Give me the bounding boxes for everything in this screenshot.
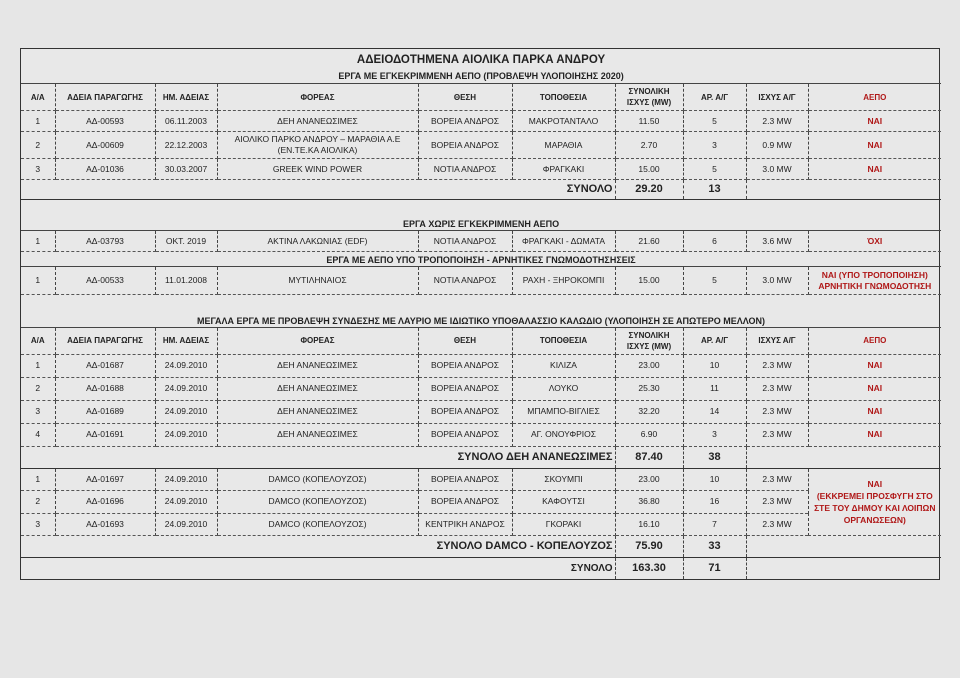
cell-aa: 3 — [21, 159, 55, 180]
cell-location: ΜΠΑΜΠΟ-ΒΙΓΛΙΕΣ — [512, 400, 615, 423]
grand-total-row — [21, 557, 941, 579]
header-position: ΘΕΣΗ — [418, 327, 512, 354]
wind-parks-table-sheet — [20, 48, 940, 580]
header-location: ΤΟΠΟΘΕΣΙΑ — [512, 84, 615, 111]
aepo-line1: ΝΑΙ (ΥΠΟ ΤΡΟΠΟΠΟΙΗΣΗ) — [821, 269, 928, 280]
cell-aa: 3 — [21, 513, 55, 535]
cell-total-mw: 25.30 — [615, 377, 683, 400]
cell-location: ΚΑΦΟΥΤΣΙ — [512, 490, 615, 513]
cell-location: ΚΙΛΙΖΑ — [512, 354, 615, 377]
cell-date: 24.09.2010 — [155, 490, 217, 513]
header-location: ΤΟΠΟΘΕΣΙΑ — [512, 327, 615, 354]
header-aa: Α/Α — [21, 84, 55, 111]
cell-position: ΒΟΡΕΙΑ ΑΝΔΡΟΣ — [418, 423, 512, 446]
cell-license: ΑΔ-01688 — [55, 377, 155, 400]
section2-title: ΕΡΓΑ ΧΩΡΙΣ ΕΓΚΕΚΡΙΜΜΕΝΗ ΑΕΠΟ — [21, 214, 941, 231]
cell-operator: ΑΚΤΙΝΑ ΛΑΚΩΝΙΑΣ (EDF) — [217, 231, 418, 252]
cell-aepo: ΝΑΙ — [808, 400, 941, 423]
spacer — [21, 200, 941, 214]
section3-title: ΕΡΓΑ ΜΕ ΑΕΠΟ ΥΠΟ ΤΡΟΠΟΠΟΙΗΣΗ - ΑΡΝΗΤΙΚΕΣ ΓΝΩΜΟΔΟΤΗΣΗΣΕΙΣ — [21, 252, 941, 267]
table-row — [21, 400, 941, 423]
cell-license: ΑΔ-00533 — [55, 267, 155, 295]
cell-location: ΡΑΧΗ - ΞΗΡΟΚΟΜΠΙ — [512, 267, 615, 295]
header-aepo: ΑΕΠΟ — [808, 84, 941, 111]
cell-total-mw: 15.00 — [615, 267, 683, 295]
cell-aepo: ΝΑΙ — [808, 111, 941, 132]
cell-aepo: ΌΧΙ — [808, 231, 941, 252]
cell-total-mw: 36.80 — [615, 490, 683, 513]
table-row — [21, 490, 941, 513]
cell-aepo: ΝΑΙ — [808, 423, 941, 446]
cell-turbines: 5 — [683, 267, 746, 295]
sum-total-mw: 87.40 — [615, 446, 683, 468]
cell-aa: 1 — [21, 468, 55, 490]
cell-turbines: 5 — [683, 159, 746, 180]
cell-turbines: 10 — [683, 354, 746, 377]
aepo-line2: (ΕΚΚΡΕΜΕΙ ΠΡΟΣΦΥΓΗ ΣΤΟ — [816, 490, 933, 501]
sum-turbines: 13 — [683, 180, 746, 200]
group1-sum-row — [21, 446, 941, 468]
header-total-line2: ΙΣΧΥΣ (MW) — [626, 98, 672, 107]
table-header-row-2 — [21, 327, 941, 354]
cell-location: ΜΑΡΑΘΙΑ — [512, 132, 615, 159]
cell-operator: ΔΕΗ ΑΝΑΝΕΩΣΙΜΕΣ — [217, 111, 418, 132]
cell-date: 11.01.2008 — [155, 267, 217, 295]
cell-location: ΣΚΟΥΜΠΙ — [512, 468, 615, 490]
cell-aepo: ΝΑΙ — [808, 354, 941, 377]
section4-title: ΜΕΓΑΛΑ ΕΡΓΑ ΜΕ ΠΡΟΒΛΕΨΗ ΣΥΝΔΕΣΗΣ ΜΕ ΛΑΥΡΙΟ ΜΕ ΙΔΙΩΤΙΚΟ ΥΠΟΘΑΛΑΣΣΙΟ ΚΑΛΩΔΙΟ (ΥΛΟΠΟΙΗΣΗ ΣΕ ΑΠΩΤΕΡΟ ΜΕΛΛΟΝ) — [21, 313, 941, 328]
table-header-row — [21, 84, 941, 111]
cell-operator: DAMCO (ΚΟΠΕΛΟΥΖΟΣ) — [217, 490, 418, 513]
section1-title-row — [21, 69, 941, 84]
cell-location: ΜΑΚΡΟΤΑΝΤΑΛΟ — [512, 111, 615, 132]
cell-total-mw: 15.00 — [615, 159, 683, 180]
table-row — [21, 377, 941, 400]
cell-location: ΦΡΑΓΚΑΚΙ — [512, 159, 615, 180]
cell-aepo: ΝΑΙ — [808, 132, 941, 159]
header-date: ΗΜ. ΑΔΕΙΑΣ — [155, 327, 217, 354]
cell-turbines: 14 — [683, 400, 746, 423]
cell-license: ΑΔ-01697 — [55, 468, 155, 490]
header-aa: Α/Α — [21, 327, 55, 354]
cell-total-mw: 23.00 — [615, 468, 683, 490]
cell-total-mw: 2.70 — [615, 132, 683, 159]
cell-aa: 1 — [21, 231, 55, 252]
cell-position: ΒΟΡΕΙΑ ΑΝΔΡΟΣ — [418, 132, 512, 159]
document-title: ΑΔΕΙΟΔΟΤΗΜΕΝΑ ΑΙΟΛΙΚΑ ΠΑΡΚΑ ΑΝΔΡΟΥ — [356, 53, 606, 66]
cell-aa: 2 — [21, 132, 55, 159]
grand-total-mw: 163.30 — [615, 557, 683, 579]
cell-operator — [217, 132, 418, 159]
cell-date: 24.09.2010 — [155, 354, 217, 377]
cell-aa: 1 — [21, 267, 55, 295]
cell-location: ΓΚΟΡΑΚΙ — [512, 513, 615, 535]
header-aepo: ΑΕΠΟ — [808, 327, 941, 354]
cell-turbine-mw: 2.3 MW — [746, 377, 808, 400]
cell-turbine-mw: 2.3 MW — [746, 468, 808, 490]
cell-turbines: 16 — [683, 490, 746, 513]
cell-position: ΝΟΤΙΑ ΑΝΔΡΟΣ — [418, 159, 512, 180]
cell-license: ΑΔ-00609 — [55, 132, 155, 159]
grand-total-label: ΣΥΝΟΛΟ — [21, 557, 615, 579]
cell-operator: ΔΕΗ ΑΝΑΝΕΩΣΙΜΕΣ — [217, 400, 418, 423]
cell-date: 24.09.2010 — [155, 400, 217, 423]
header-position: ΘΕΣΗ — [418, 84, 512, 111]
header-turbine-mw: ΙΣΧΥΣ Α/Γ — [746, 84, 808, 111]
sum-turbines: 33 — [683, 535, 746, 557]
cell-operator: ΔΕΗ ΑΝΑΝΕΩΣΙΜΕΣ — [217, 354, 418, 377]
cell-date: 24.09.2010 — [155, 423, 217, 446]
cell-aa: 1 — [21, 354, 55, 377]
spacer-row — [21, 200, 941, 214]
section3-title-row — [21, 252, 941, 267]
table-row — [21, 267, 941, 295]
cell-aa: 2 — [21, 490, 55, 513]
cell-license: ΑΔ-01696 — [55, 490, 155, 513]
cell-date: 30.03.2007 — [155, 159, 217, 180]
header-turbines: ΑΡ. Α/Γ — [683, 84, 746, 111]
operator-line2: (ΕΝ.ΤΕ.ΚΑ ΑΙΟΛΙΚΑ) — [277, 145, 358, 155]
table-row — [21, 513, 941, 535]
grand-total-blank — [746, 557, 941, 579]
cell-turbine-mw: 2.3 MW — [746, 400, 808, 423]
cell-aa: 3 — [21, 400, 55, 423]
table-row — [21, 111, 941, 132]
cell-operator: DAMCO (ΚΟΠΕΛΟΥΖΟΣ) — [217, 468, 418, 490]
cell-operator: ΜΥΤΙΛΗΝΑΙΟΣ — [217, 267, 418, 295]
cell-position: ΒΟΡΕΙΑ ΑΝΔΡΟΣ — [418, 490, 512, 513]
cell-aa: 4 — [21, 423, 55, 446]
cell-aepo-merged — [808, 468, 941, 535]
cell-turbine-mw: 2.3 MW — [746, 423, 808, 446]
cell-position: ΚΕΝΤΡΙΚΗ ΑΝΔΡΟΣ — [418, 513, 512, 535]
header-turbine-mw: ΙΣΧΥΣ Α/Γ — [746, 327, 808, 354]
cell-license: ΑΔ-01036 — [55, 159, 155, 180]
cell-aa: 1 — [21, 111, 55, 132]
header-turbines: ΑΡ. Α/Γ — [683, 327, 746, 354]
cell-turbine-mw: 3.0 MW — [746, 159, 808, 180]
sum-total-mw: 29.20 — [615, 180, 683, 200]
cell-date: ΟΚΤ. 2019 — [155, 231, 217, 252]
table-row — [21, 132, 941, 159]
section1-sum-row — [21, 180, 941, 200]
cell-turbines: 6 — [683, 231, 746, 252]
cell-location: ΑΓ. ΟΝΟΥΦΡΙΟΣ — [512, 423, 615, 446]
cell-license: ΑΔ-01687 — [55, 354, 155, 377]
cell-turbines: 5 — [683, 111, 746, 132]
cell-total-mw: 16.10 — [615, 513, 683, 535]
section2-title-row — [21, 214, 941, 231]
cell-total-mw: 21.60 — [615, 231, 683, 252]
cell-license: ΑΔ-01691 — [55, 423, 155, 446]
cell-turbine-mw: 3.0 MW — [746, 267, 808, 295]
cell-date: 24.09.2010 — [155, 377, 217, 400]
header-operator: ΦΟΡΕΑΣ — [217, 327, 418, 354]
sum-total-mw: 75.90 — [615, 535, 683, 557]
wind-parks-table — [21, 49, 941, 579]
header-license: ΑΔΕΙΑ ΠΑΡΑΓΩΓΗΣ — [55, 327, 155, 354]
cell-turbines: 7 — [683, 513, 746, 535]
title-row — [21, 49, 941, 69]
cell-operator: DAMCO (ΚΟΠΕΛΟΥΖΟΣ) — [217, 513, 418, 535]
cell-aepo: ΝΑΙ — [808, 159, 941, 180]
cell-license: ΑΔ-00593 — [55, 111, 155, 132]
cell-turbine-mw: 0.9 MW — [746, 132, 808, 159]
header-total-mw — [615, 327, 683, 354]
group2-sum-row — [21, 535, 941, 557]
aepo-line4: ΟΡΓΑΝΩΣΕΩΝ) — [843, 514, 906, 525]
cell-location: ΦΡΑΓΚΑΚΙ - ΔΩΜΑΤΑ — [512, 231, 615, 252]
cell-operator: GREEK WIND POWER — [217, 159, 418, 180]
sum-turbines: 38 — [683, 446, 746, 468]
cell-turbine-mw: 2.3 MW — [746, 490, 808, 513]
cell-date: 06.11.2003 — [155, 111, 217, 132]
cell-license: ΑΔ-03793 — [55, 231, 155, 252]
section4-title-row — [21, 313, 941, 328]
cell-total-mw: 23.00 — [615, 354, 683, 377]
cell-location: ΛΟΥΚΟ — [512, 377, 615, 400]
aepo-line2: ΑΡΝΗΤΙΚΗ ΓΝΩΜΟΔΟΤΗΣΗ — [818, 280, 932, 291]
cell-total-mw: 32.20 — [615, 400, 683, 423]
cell-total-mw: 6.90 — [615, 423, 683, 446]
section1-title: ΕΡΓΑ ΜΕ ΕΓΚΕΚΡΙΜΜΕΝΗ ΑΕΠΟ (ΠΡΟΒΛΕΨΗ ΥΛΟΠΟΙΗΣΗΣ 2020) — [21, 69, 941, 84]
table-row — [21, 159, 941, 180]
table-row — [21, 423, 941, 446]
table-row — [21, 354, 941, 377]
cell-turbines: 11 — [683, 377, 746, 400]
header-operator: ΦΟΡΕΑΣ — [217, 84, 418, 111]
cell-operator: ΔΕΗ ΑΝΑΝΕΩΣΙΜΕΣ — [217, 377, 418, 400]
cell-aa: 2 — [21, 377, 55, 400]
cell-aepo: ΝΑΙ — [808, 377, 941, 400]
operator-line1: ΑΙΟΛΙΚΟ ΠΑΡΚΟ ΑΝΔΡΟΥ – ΜΑΡΑΘΙΑ Α.Ε — [234, 134, 401, 144]
cell-position: ΒΟΡΕΙΑ ΑΝΔΡΟΣ — [418, 468, 512, 490]
sum-label: ΣΥΝΟΛΟ DAMCO - ΚΟΠΕΛΟΥΖΟΣ — [21, 535, 615, 557]
header-total-line2: ΙΣΧΥΣ (MW) — [626, 341, 672, 351]
table-row — [21, 468, 941, 490]
cell-license: ΑΔ-01693 — [55, 513, 155, 535]
cell-date: 24.09.2010 — [155, 468, 217, 490]
cell-position: ΝΟΤΙΑ ΑΝΔΡΟΣ — [418, 267, 512, 295]
sum-label: ΣΥΝΟΛΟ — [21, 180, 615, 200]
cell-position: ΝΟΤΙΑ ΑΝΔΡΟΣ — [418, 231, 512, 252]
cell-position: ΒΟΡΕΙΑ ΑΝΔΡΟΣ — [418, 354, 512, 377]
cell-turbine-mw: 2.3 MW — [746, 354, 808, 377]
cell-turbines: 3 — [683, 132, 746, 159]
sum-blank — [746, 446, 941, 468]
aepo-line1: ΝΑΙ — [867, 478, 883, 489]
cell-position: ΒΟΡΕΙΑ ΑΝΔΡΟΣ — [418, 400, 512, 423]
header-license: ΑΔΕΙΑ ΠΑΡΑΓΩΓΗΣ — [55, 84, 155, 111]
sum-blank — [746, 180, 941, 200]
cell-turbine-mw: 2.3 MW — [746, 111, 808, 132]
aepo-line3: ΣΤΕ ΤΟΥ ΔΗΜΟΥ ΚΑΙ ΛΟΙΠΩΝ — [814, 502, 936, 513]
header-total-mw — [615, 84, 683, 111]
sum-label: ΣΥΝΟΛΟ ΔΕΗ ΑΝΑΝΕΩΣΙΜΕΣ — [21, 446, 615, 468]
table-row — [21, 231, 941, 252]
header-total-line1: ΣΥΝΟΛΙΚΗ — [628, 330, 670, 340]
header-date: ΗΜ. ΑΔΕΙΑΣ — [155, 84, 217, 111]
cell-total-mw: 11.50 — [615, 111, 683, 132]
spacer — [21, 295, 941, 313]
cell-position: ΒΟΡΕΙΑ ΑΝΔΡΟΣ — [418, 377, 512, 400]
header-total-line1: ΣΥΝΟΛΙΚΗ — [628, 87, 670, 96]
spacer-row — [21, 295, 941, 313]
cell-operator: ΔΕΗ ΑΝΑΝΕΩΣΙΜΕΣ — [217, 423, 418, 446]
cell-aepo — [808, 267, 941, 295]
cell-position: ΒΟΡΕΙΑ ΑΝΔΡΟΣ — [418, 111, 512, 132]
grand-total-turbines: 71 — [683, 557, 746, 579]
sum-blank — [746, 535, 941, 557]
cell-turbine-mw: 3.6 MW — [746, 231, 808, 252]
cell-turbines: 3 — [683, 423, 746, 446]
cell-turbine-mw: 2.3 MW — [746, 513, 808, 535]
cell-date: 24.09.2010 — [155, 513, 217, 535]
cell-date: 22.12.2003 — [155, 132, 217, 159]
cell-license: ΑΔ-01689 — [55, 400, 155, 423]
cell-turbines: 10 — [683, 468, 746, 490]
